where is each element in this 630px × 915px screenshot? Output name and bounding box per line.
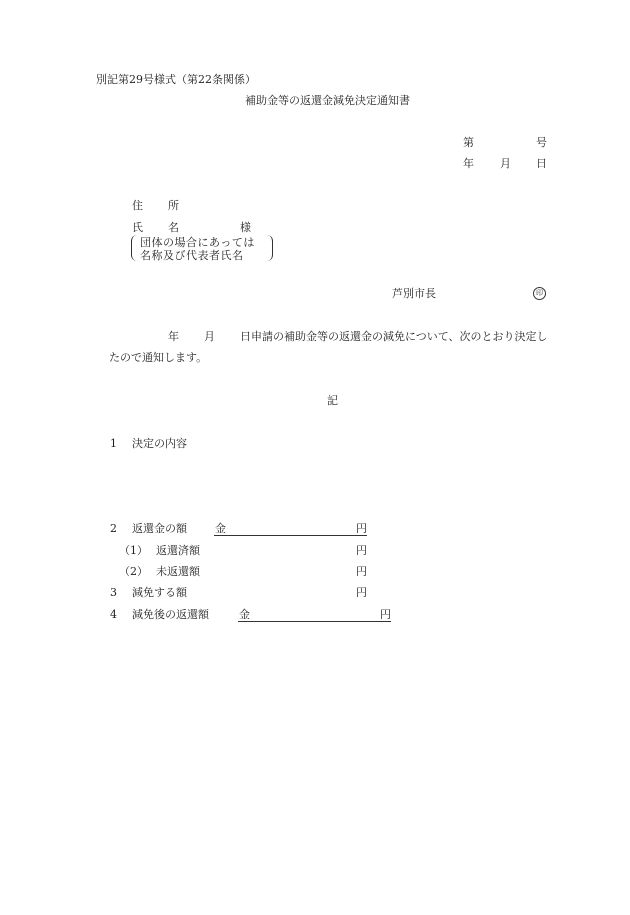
ki-mark: 記 bbox=[327, 394, 338, 407]
address-label-2: 所 bbox=[168, 199, 179, 212]
item4-kin: 金 bbox=[239, 608, 250, 621]
group-note-line2: 名称及び代表者氏名 bbox=[140, 249, 244, 262]
date-month: 月 bbox=[500, 157, 511, 170]
honorific: 様 bbox=[240, 221, 251, 234]
item4-label: 減免後の返還額 bbox=[132, 608, 209, 621]
item2a-label: 返還済額 bbox=[156, 544, 200, 557]
item2-underline bbox=[214, 535, 367, 536]
address-label-1: 住 bbox=[132, 199, 143, 212]
item3-yen: 円 bbox=[356, 586, 367, 599]
item2a-number: （1） bbox=[119, 544, 148, 557]
item2b-label: 未返還額 bbox=[156, 565, 200, 578]
item2a-yen: 円 bbox=[356, 544, 367, 557]
item3-label: 減免する額 bbox=[132, 586, 187, 599]
item2-number: 2 bbox=[110, 522, 117, 535]
group-note-line1: 団体の場合にあっては bbox=[140, 236, 255, 249]
item2b-number: （2） bbox=[119, 565, 148, 578]
item1-number: 1 bbox=[110, 437, 117, 450]
body-year: 年 bbox=[168, 330, 179, 343]
item2-yen: 円 bbox=[356, 522, 367, 535]
doc-number-prefix: 第 bbox=[463, 136, 474, 149]
item4-number: 4 bbox=[110, 608, 117, 621]
body-line2: たので通知します。 bbox=[109, 351, 208, 364]
date-day: 日 bbox=[536, 157, 547, 170]
document-title: 補助金等の返還金減免決定通知書 bbox=[245, 94, 410, 107]
item2-kin: 金 bbox=[215, 522, 226, 535]
name-label-2: 名 bbox=[168, 221, 179, 234]
item4-yen: 円 bbox=[380, 608, 391, 621]
body-line1: 日申請の補助金等の返還金の減免について、次のとおり決定し bbox=[240, 330, 548, 343]
item1-label: 決定の内容 bbox=[132, 437, 187, 450]
form-label: 別記第29号様式（第22条関係） bbox=[96, 73, 256, 86]
seal-mark: 印 bbox=[533, 287, 546, 300]
item3-number: 3 bbox=[110, 586, 117, 599]
item4-underline bbox=[238, 621, 391, 622]
body-month: 月 bbox=[204, 330, 215, 343]
item2b-yen: 円 bbox=[356, 565, 367, 578]
name-label-1: 氏 bbox=[132, 221, 143, 234]
doc-number-suffix: 号 bbox=[536, 136, 547, 149]
item2-label: 返還金の額 bbox=[132, 522, 187, 535]
date-year: 年 bbox=[463, 157, 474, 170]
sender-title: 芦別市長 bbox=[392, 287, 436, 300]
